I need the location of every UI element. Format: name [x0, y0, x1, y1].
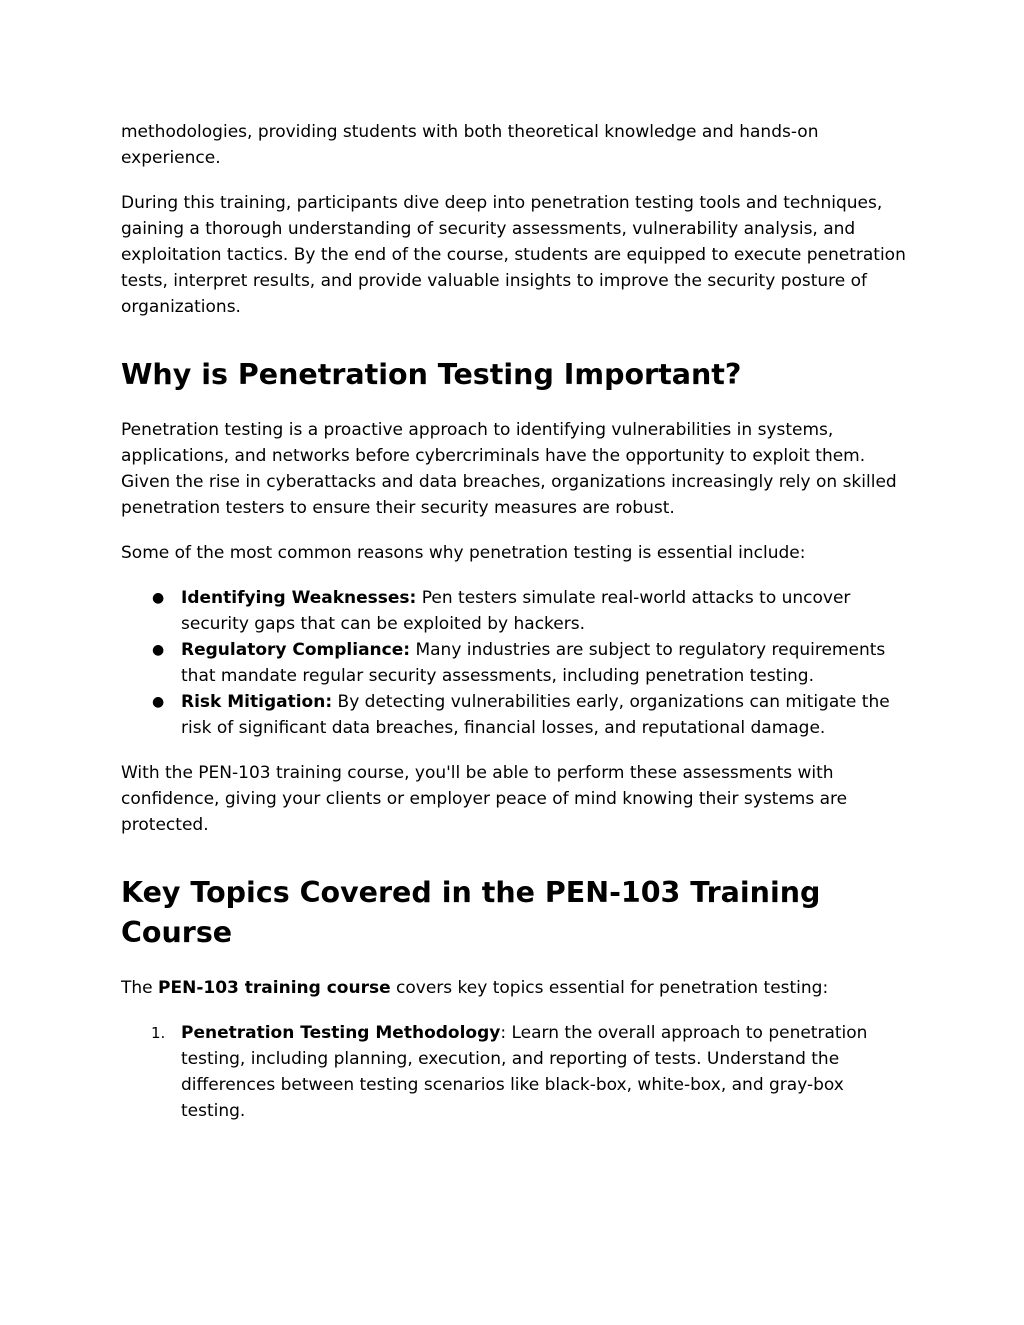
closing-paragraph: With the PEN-103 training course, you'll be able to perform these assessments with confidence, giving your clients or employer peace of mind knowing their systems are protected. [121, 763, 848, 835]
why-paragraph: Penetration testing is a proactive approach to identifying vulnerabilities in systems, applications, and networks before cybercriminals have the opportunity to exploit them. Given the rise in cyberattacks and data breaches, organizations increasingly rely on skilled penetration testers to ensure their security measures are robust. [121, 420, 897, 518]
list-item-title: Penetration Testing Methodology [181, 1023, 501, 1043]
topics-heading: Key Topics Covered in the PEN-103 Training Course [121, 876, 821, 949]
topics-list [121, 1020, 906, 1124]
why-heading: Why is Penetration Testing Important? [121, 358, 742, 391]
list-item-text: : Learn the overall approach to penetration testing, including planning, execution, and reporting of tests. Understand the differences between testing scenarios like black-box, white-box, and gray-box testing. [181, 1023, 868, 1121]
list-item [121, 1020, 906, 1124]
training-overview-paragraph: During this training, participants dive deep into penetration testing tools and techniques, gaining a thorough understanding of security assessments, vulnerability analysis, and exploitation tactics. By the end of the course, students are equipped to execute penetration tests, interpret results, and provide valuable insights to improve the security posture of organizations. [121, 193, 906, 317]
list-item [121, 637, 906, 689]
list-item-title: Regulatory Compliance: [181, 640, 411, 660]
reasons-list [121, 585, 906, 741]
list-item-text: By detecting vulnerabilities early, organizations can mitigate the risk of significant data breaches, financial losses, and reputational damage. [181, 692, 890, 738]
bullet-icon: ● [152, 694, 165, 710]
topics-intro-paragraph [121, 975, 906, 1001]
document-page [121, 119, 906, 1124]
list-item-title: Risk Mitigation: [181, 692, 333, 712]
list-item-title: Identifying Weaknesses: [181, 588, 417, 608]
list-number: 1. [151, 1024, 166, 1042]
intro-continuation-paragraph: methodologies, providing students with both theoretical knowledge and hands-on experience. [121, 122, 819, 168]
list-item [121, 689, 906, 741]
bullet-icon: ● [152, 642, 165, 658]
topics-intro-prefix: The [121, 978, 159, 998]
list-item-text: Many industries are subject to regulatory requirements that mandate regular security assessments, including penetration testing. [181, 640, 886, 686]
topics-intro-suffix: covers key topics essential for penetration testing: [390, 978, 829, 998]
topics-intro-bold: PEN-103 training course [158, 978, 391, 998]
list-item-text: Pen testers simulate real-world attacks to uncover security gaps that can be exploited by hackers. [181, 588, 851, 634]
reasons-intro-paragraph: Some of the most common reasons why penetration testing is essential include: [121, 543, 806, 563]
bullet-icon: ● [152, 590, 165, 606]
list-item [121, 585, 906, 637]
